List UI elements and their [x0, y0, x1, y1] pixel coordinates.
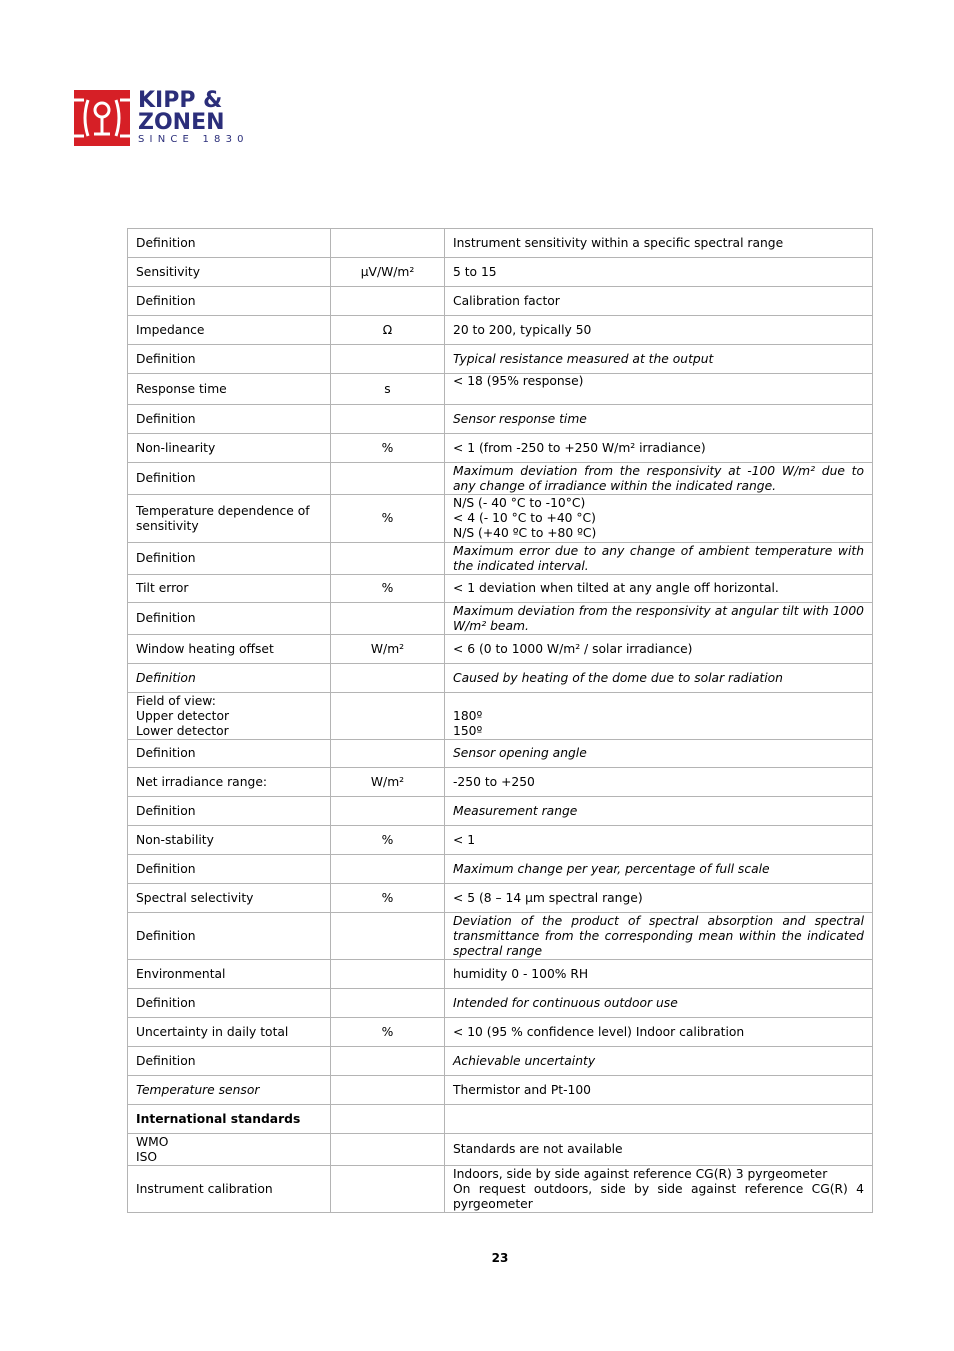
spec-unit [331, 693, 445, 740]
spec-unit [331, 1134, 445, 1166]
spec-value: Maximum deviation from the responsivity at angular tilt with 1000 W/m² beam. [445, 603, 873, 635]
spec-label: Definition [128, 855, 331, 884]
table-row [128, 1076, 873, 1105]
logo-emblem-icon [74, 90, 130, 146]
page-number: 23 [491, 1251, 509, 1265]
spec-unit [331, 1166, 445, 1213]
spec-unit [331, 960, 445, 989]
spec-unit [331, 405, 445, 434]
spec-value-line: N/S (+40 ºC to +80 ºC) [453, 526, 597, 540]
spec-unit: % [331, 495, 445, 543]
table-row [128, 495, 873, 543]
spec-value: Sensor opening angle [445, 740, 873, 768]
spec-unit: W/m² [331, 768, 445, 797]
table-row [128, 855, 873, 884]
table-row [128, 740, 873, 768]
spec-label: Definition [128, 229, 331, 258]
spec-unit [331, 1076, 445, 1105]
spec-value: Maximum change per year, percentage of full scale [445, 855, 873, 884]
spec-label: Instrument calibration [128, 1166, 331, 1213]
table-row [128, 575, 873, 603]
spec-label: Tilt error [128, 575, 331, 603]
spec-label: Definition [128, 463, 331, 495]
spec-unit [331, 989, 445, 1018]
spec-value: -250 to +250 [445, 768, 873, 797]
spec-value: Caused by heating of the dome due to solar radiation [445, 664, 873, 693]
spec-unit [331, 603, 445, 635]
table-row [128, 797, 873, 826]
spec-label: Definition [128, 989, 331, 1018]
spec-label: Spectral selectivity [128, 884, 331, 913]
spec-label: Impedance [128, 316, 331, 345]
table-row [128, 960, 873, 989]
spec-unit [331, 345, 445, 374]
spec-label: Uncertainty in daily total [128, 1018, 331, 1047]
spec-value-line: 180º [453, 708, 483, 723]
table-row [128, 345, 873, 374]
spec-label: Window heating offset [128, 635, 331, 664]
table-row [128, 1134, 873, 1166]
spec-label: Environmental [128, 960, 331, 989]
spec-unit: s [331, 374, 445, 405]
table-row [128, 635, 873, 664]
spec-label: Non-linearity [128, 434, 331, 463]
spec-value: Achievable uncertainty [445, 1047, 873, 1076]
table-row [128, 989, 873, 1018]
table-row [128, 463, 873, 495]
spec-unit: % [331, 434, 445, 463]
table-row [128, 826, 873, 855]
spec-value-line [453, 694, 864, 709]
spec-value-line: < 4 (- 10 °C to +40 °C) [453, 511, 596, 525]
spec-label: Sensitivity [128, 258, 331, 287]
spec-label-line: Upper detector [136, 708, 230, 723]
spec-value: Measurement range [445, 797, 873, 826]
spec-label: Definition [128, 1047, 331, 1076]
spec-label: Definition [128, 740, 331, 768]
table-row [128, 693, 873, 740]
spec-unit: Ω [331, 316, 445, 345]
spec-label: Definition [128, 664, 331, 693]
spec-value: Deviation of the product of spectral absorption and spectral transmittance from the corresponding mean within the indicated spectral range [445, 913, 873, 960]
table-row [128, 884, 873, 913]
spec-unit: % [331, 826, 445, 855]
table-row [128, 768, 873, 797]
spec-value: < 1 (from -250 to +250 W/m² irradiance) [445, 434, 873, 463]
spec-unit [331, 1047, 445, 1076]
spec-unit: % [331, 884, 445, 913]
kipp-zonen-logo [74, 88, 264, 148]
spec-label: Non-stability [128, 826, 331, 855]
spec-value: Instrument sensitivity within a specific spectral range [445, 229, 873, 258]
table-row [128, 374, 873, 405]
logo-wordmark-line2: ZONEN [138, 110, 225, 135]
spec-unit [331, 1105, 445, 1134]
spec-value: humidity 0 - 100% RH [445, 960, 873, 989]
table-row [128, 316, 873, 345]
spec-value: Sensor response time [445, 405, 873, 434]
table-row [128, 664, 873, 693]
table-row [128, 603, 873, 635]
spec-value: Thermistor and Pt-100 [445, 1076, 873, 1105]
spec-label-line: Field of view: [136, 693, 216, 708]
spec-unit [331, 797, 445, 826]
spec-unit: W/m² [331, 635, 445, 664]
spec-value: < 6 (0 to 1000 W/m² / solar irradiance) [445, 635, 873, 664]
spec-unit: μV/W/m² [331, 258, 445, 287]
spec-unit [331, 664, 445, 693]
table-row [128, 434, 873, 463]
table-row [128, 1047, 873, 1076]
spec-label-line: WMO [136, 1134, 169, 1149]
spec-unit: % [331, 575, 445, 603]
spec-value-line: On request outdoors, side by side against reference CG(R) 4 pyrgeometer [453, 1181, 864, 1211]
spec-label [128, 693, 331, 740]
spec-unit: % [331, 1018, 445, 1047]
spec-unit [331, 913, 445, 960]
spec-unit [331, 855, 445, 884]
spec-value: Maximum error due to any change of ambient temperature with the indicated interval. [445, 543, 873, 575]
spec-label: Definition [128, 287, 331, 316]
spec-value [445, 495, 873, 543]
spec-value: Maximum deviation from the responsivity at -100 W/m² due to any change of irradiance within the indicated range. [445, 463, 873, 495]
spec-label: Definition [128, 797, 331, 826]
spec-label: Definition [128, 405, 331, 434]
logo-wordmark-line1: KIPP & [138, 88, 223, 113]
spec-value: < 18 (95% response) [445, 374, 873, 405]
spec-value [445, 1105, 873, 1134]
spec-label: Net irradiance range: [128, 768, 331, 797]
spec-value [445, 693, 873, 740]
spec-unit [331, 543, 445, 575]
spec-value: Intended for continuous outdoor use [445, 989, 873, 1018]
spec-value: 5 to 15 [445, 258, 873, 287]
spec-label-line: Lower detector [136, 723, 229, 738]
logo-tagline: SINCE 1830 [138, 134, 249, 145]
spec-value: Calibration factor [445, 287, 873, 316]
spec-label: Temperature sensor [128, 1076, 331, 1105]
spec-unit [331, 463, 445, 495]
table-row [128, 405, 873, 434]
spec-value [445, 1166, 873, 1213]
table-row [128, 258, 873, 287]
spec-value-line: 150º [453, 723, 483, 738]
spec-unit [331, 229, 445, 258]
spec-value: < 1 deviation when tilted at any angle off horizontal. [445, 575, 873, 603]
spec-label: Temperature dependence of sensitivity [128, 495, 331, 543]
spec-value: < 1 [445, 826, 873, 855]
spec-value: < 5 (8 – 14 µm spectral range) [445, 884, 873, 913]
spec-label: Definition [128, 603, 331, 635]
spec-value-line: Indoors, side by side against reference CG(R) 3 pyrgeometer [453, 1166, 828, 1181]
table-row [128, 229, 873, 258]
spec-value: Typical resistance measured at the output [445, 345, 873, 374]
spec-unit [331, 740, 445, 768]
spec-label-line: ISO [136, 1149, 158, 1164]
spec-label [128, 1134, 331, 1166]
table-row [128, 1105, 873, 1134]
spec-value-line: N/S (- 40 °C to -10°C) [453, 496, 586, 510]
specifications-table [127, 228, 873, 1213]
spec-value: Standards are not available [445, 1134, 873, 1166]
table-row [128, 1018, 873, 1047]
spec-label: Definition [128, 913, 331, 960]
table-row [128, 543, 873, 575]
table-row [128, 913, 873, 960]
spec-value: 20 to 200, typically 50 [445, 316, 873, 345]
spec-label: Definition [128, 345, 331, 374]
table-row [128, 1166, 873, 1213]
table-row [128, 287, 873, 316]
spec-value: < 10 (95 % confidence level) Indoor calibration [445, 1018, 873, 1047]
spec-unit [331, 287, 445, 316]
spec-label: Response time [128, 374, 331, 405]
spec-label: Definition [128, 543, 331, 575]
spec-label: International standards [128, 1105, 331, 1134]
